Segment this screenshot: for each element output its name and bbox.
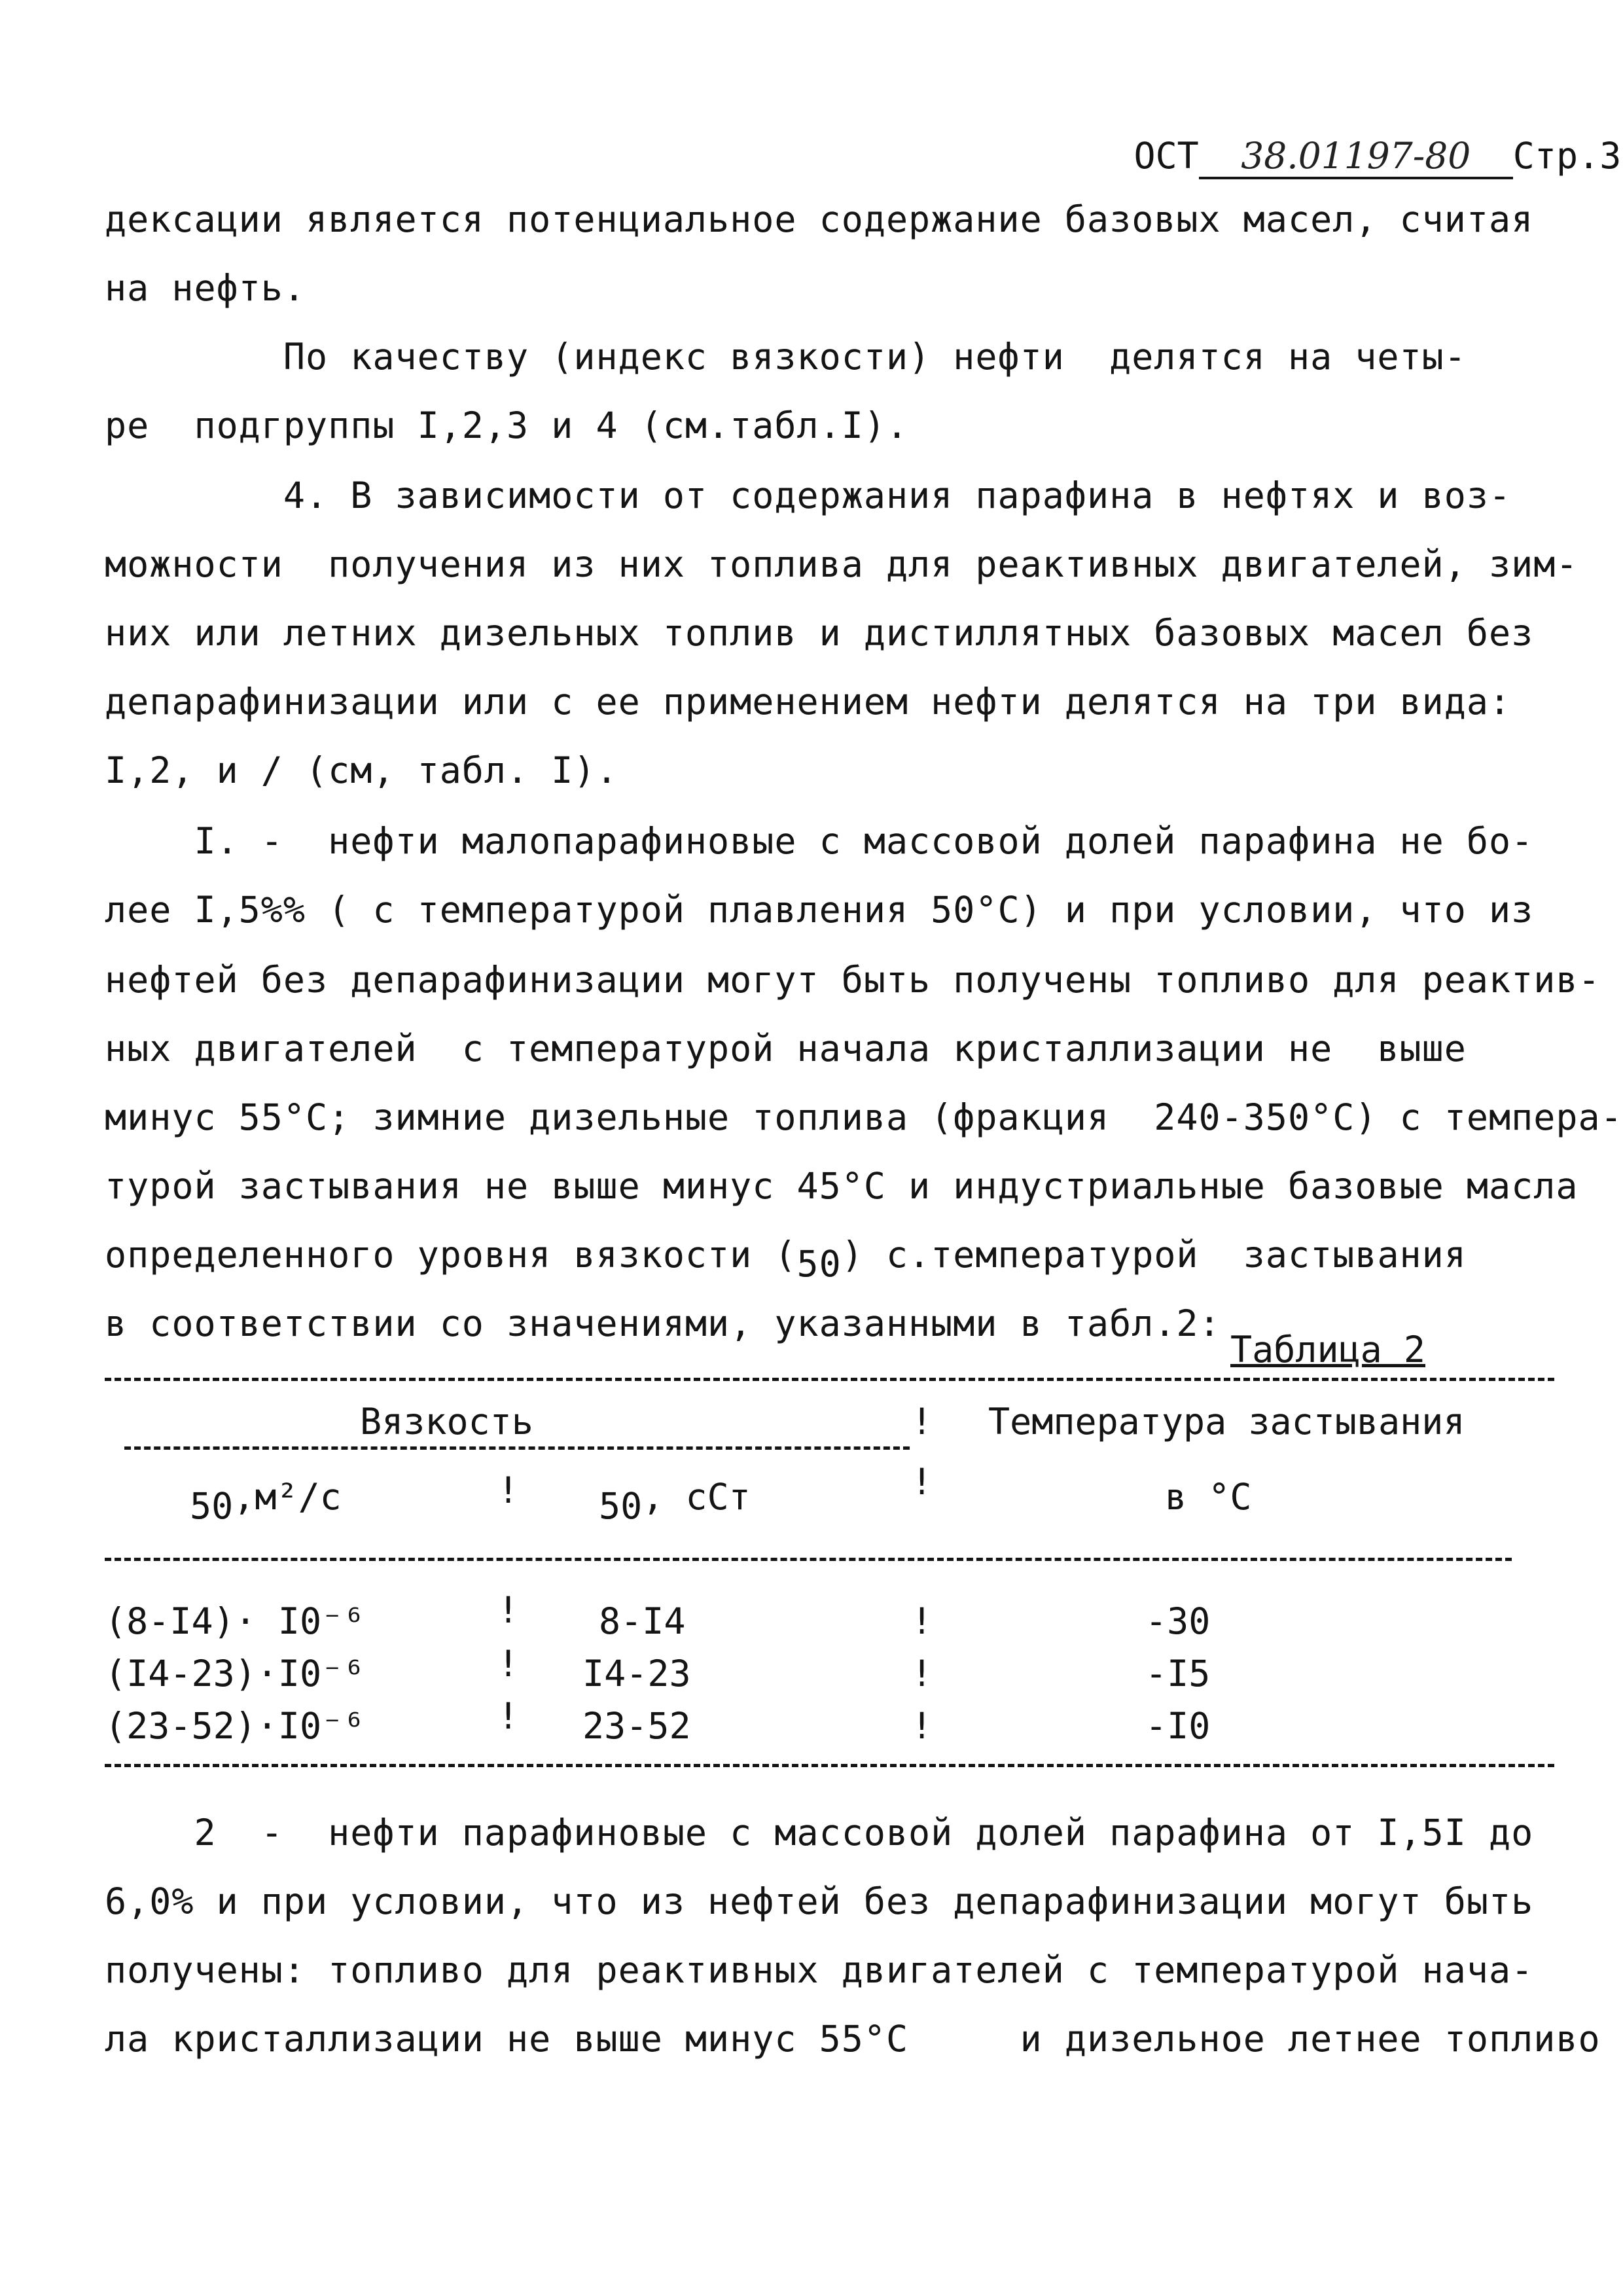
text-line: лее I,5%% ( с температурой плавления 50°С) и при условии, что из xyxy=(105,889,1534,931)
column-header-kinematic-viscosity xyxy=(190,1476,342,1527)
table-cell: -I5 xyxy=(1145,1653,1211,1695)
column-separator: ! xyxy=(497,1695,520,1737)
text-line: получены: топливо для реактивных двигателей с температурой нача- xyxy=(105,1949,1534,1991)
column-separator: ! xyxy=(497,1643,520,1685)
text-line: ре подгруппы I,2,3 и 4 (см.табл.I). xyxy=(105,404,909,446)
viscosity-symbol-subscript: 50 xyxy=(796,1243,842,1285)
text-line: дексации является потенциальное содержание базовых масел, считая xyxy=(105,198,1534,240)
temperature-unit: в °С xyxy=(1165,1476,1252,1518)
text-line xyxy=(105,1232,1467,1285)
text-line: 4. В зависимости от содержания парафина в нефтях и воз- xyxy=(105,475,1512,516)
handwritten-standard-number: 38.01197-80 xyxy=(1199,135,1513,179)
table-cell: -I0 xyxy=(1145,1705,1211,1747)
column-separator: ! xyxy=(911,1401,933,1443)
table-cell: 23-52 xyxy=(582,1705,691,1747)
column-separator: ! xyxy=(911,1600,933,1642)
text-line: минус 55°С; зимние дизельные топлива (фракция 240-350°С) с темпера- xyxy=(105,1096,1623,1138)
text-line: ла кристаллизации не выше минус 55°С и дизельное летнее топливо xyxy=(105,2018,1601,2060)
table-cell: I4-23 xyxy=(582,1653,691,1695)
viscosity-subscript: 50 xyxy=(599,1485,643,1527)
table-header-rule xyxy=(105,1558,1512,1561)
ost-prefix: ОСТ xyxy=(1133,135,1199,177)
column-separator: ! xyxy=(497,1589,520,1631)
column-separator: ! xyxy=(911,1705,933,1747)
table-cell: (I4-23)·I0⁻⁶ xyxy=(105,1653,365,1695)
text-line: нефтей без депарафинизации могут быть получены топливо для реактив- xyxy=(105,959,1601,1001)
column-separator: ! xyxy=(911,1461,933,1503)
text-line: можности получения из них топлива для реактивных двигателей, зим- xyxy=(105,543,1578,585)
unit-label: ,м²/с xyxy=(233,1476,342,1518)
text-line: 2 - нефти парафиновые с массовой долей парафина от I,5I до xyxy=(105,1812,1534,1854)
text-line: в соответствии со значениями, указанными в табл.2: xyxy=(105,1302,1221,1344)
column-header-viscosity-cst xyxy=(599,1476,751,1527)
table-bottom-rule xyxy=(105,1764,1554,1767)
group-header-rule xyxy=(124,1446,910,1450)
table-top-rule xyxy=(105,1378,1554,1381)
table-cell: 8-I4 xyxy=(599,1600,686,1642)
column-separator: ! xyxy=(911,1653,933,1695)
viscosity-subscript: 50 xyxy=(190,1485,234,1527)
table-caption: Таблица 2 xyxy=(1230,1329,1426,1371)
table-cell: -30 xyxy=(1145,1600,1211,1642)
text-line: депарафинизации или с ее применением нефти делятся на три вида: xyxy=(105,681,1512,723)
text-fragment: ) с.температурой застывания xyxy=(841,1234,1467,1276)
column-header-temperature: Температура застывания xyxy=(988,1401,1465,1443)
column-separator: ! xyxy=(497,1469,520,1511)
table-cell: (8-I4)· I0⁻⁶ xyxy=(105,1600,365,1642)
text-line: ных двигателей с температурой начала кристаллизации не выше xyxy=(105,1028,1467,1069)
text-line: на нефть. xyxy=(105,267,306,309)
text-line: турой застывания не выше минус 45°С и индустриальные базовые масла xyxy=(105,1165,1578,1207)
text-line: I. - нефти малопарафиновые с массовой долей парафина не бо- xyxy=(105,820,1534,862)
text-fragment: определенного уровня вязкости ( xyxy=(105,1234,797,1276)
table-group-header: Вязкость xyxy=(360,1401,533,1443)
text-line: них или летних дизельных топлив и дистиллятных базовых масел без xyxy=(105,612,1534,654)
text-line: I,2, и / (см, табл. I). xyxy=(105,749,618,791)
unit-label: , сСт xyxy=(642,1476,751,1518)
page-number: Стр.3 xyxy=(1512,135,1622,177)
table-cell: (23-52)·I0⁻⁶ xyxy=(105,1705,365,1747)
text-line: По качеству (индекс вязкости) нефти делятся на четы- xyxy=(105,336,1467,378)
text-line: 6,0% и при условии, что из нефтей без депарафинизации могут быть xyxy=(105,1880,1534,1922)
